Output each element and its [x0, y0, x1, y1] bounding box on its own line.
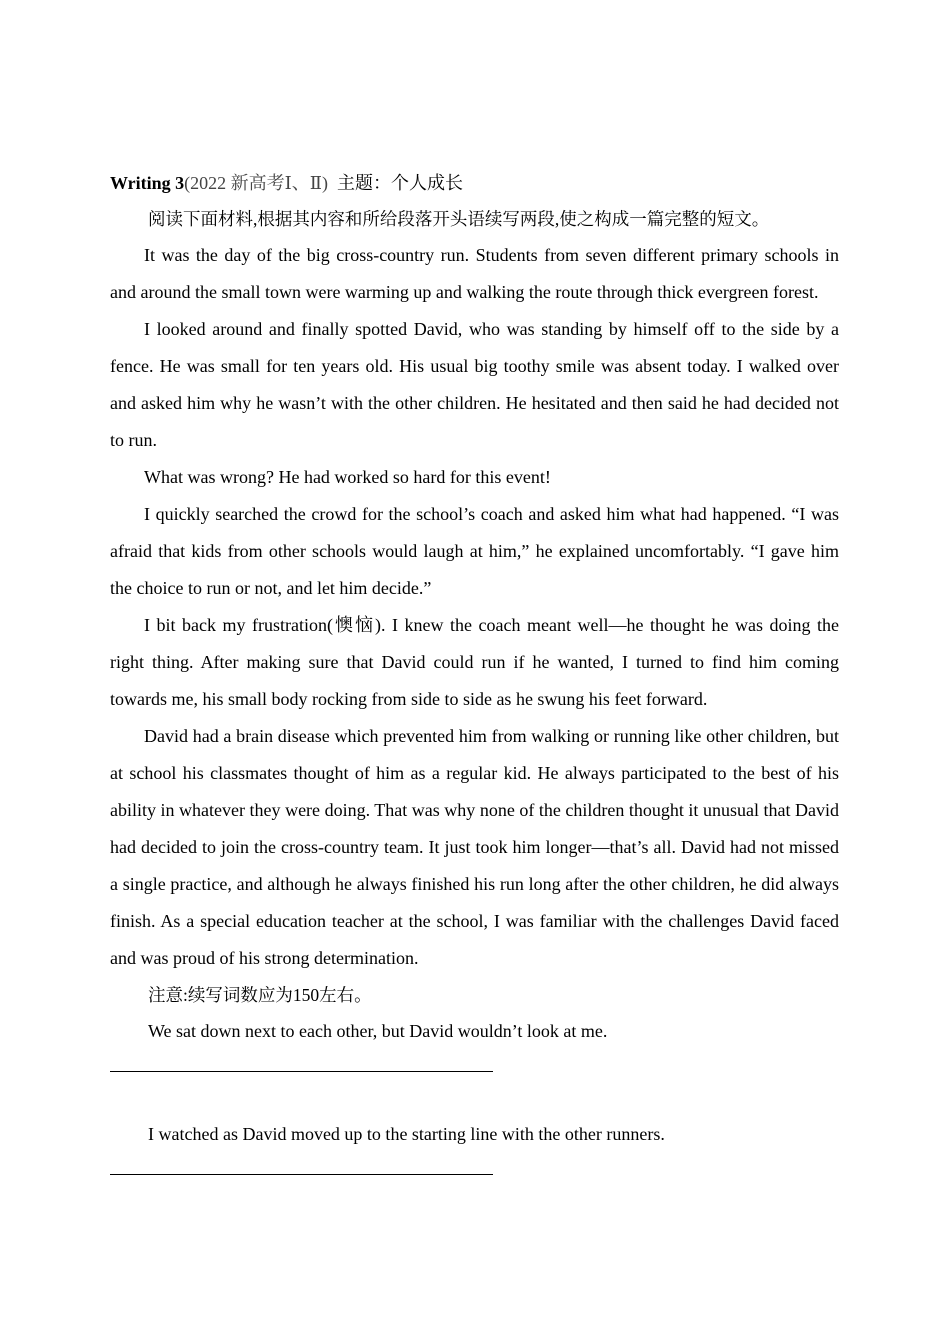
instruction-text: 阅读下面材料,根据其内容和所给段落开头语续写两段,使之构成一篇完整的短文。: [148, 209, 770, 229]
topic-label: 主题：个人成长: [337, 173, 464, 193]
passage-paragraph-4: I quickly searched the crowd for the school’s coach and asked him what had happened. “I was afraid that kids from other schools would laugh at him,” he explained uncomfortably. “I gave him the choice to run or not, and let him decide.”: [110, 504, 839, 598]
answer-blank-line-2[interactable]: [110, 1174, 493, 1175]
passage-paragraph-1: It was the day of the big cross-country run. Students from seven different primary schools in and around the small town were warming up and walking the route through thick evergreen forest.: [110, 245, 839, 302]
answer-blank-line-1[interactable]: [110, 1071, 493, 1072]
document-page: [110, 165, 839, 1175]
paragraph-starter-1: We sat down next to each other, but David wouldn’t look at me.: [148, 1021, 608, 1041]
passage-paragraph-6: David had a brain disease which prevented him from walking or running like other children, but at school his classmates thought of him as a regular kid. He always participated to the best of his ability in whatever they were doing. That was why none of the children thought it unusual that David had decided to join the cross-country team. It just took him longer—that’s all. David had not missed a single practice, and although he always finished his run long after the other children, he did always finish. As a special education teacher at the school, I was familiar with the challenges David faced and was proud of his strong determination.: [110, 726, 839, 968]
passage-paragraph-3: What was wrong? He had worked so hard for this event!: [144, 467, 551, 487]
passage-paragraph-2: I looked around and finally spotted David, who was standing by himself off to the side by a fence. He was small for ten years old. His usual big toothy smile was absent today. I walked over and asked him why he wasn’t with the other children. He hesitated and then said he had decided not to run.: [110, 319, 839, 450]
paragraph-starter-2: I watched as David moved up to the starting line with the other runners.: [148, 1124, 665, 1144]
word-count-note: 注意:续写词数应为150左右。: [148, 985, 372, 1005]
writing-heading: [110, 165, 839, 201]
passage-paragraph-5: I bit back my frustration(懊恼). I knew the coach meant well—he thought he was doing the right thing. After making sure that David could run if he wanted, I turned to find him coming towards me, his small body rocking from side to side as he swung his feet forward.: [110, 615, 839, 709]
writing-label: Writing 3: [110, 173, 185, 193]
exam-source: (2022 新高考Ⅰ、Ⅱ): [184, 173, 329, 193]
